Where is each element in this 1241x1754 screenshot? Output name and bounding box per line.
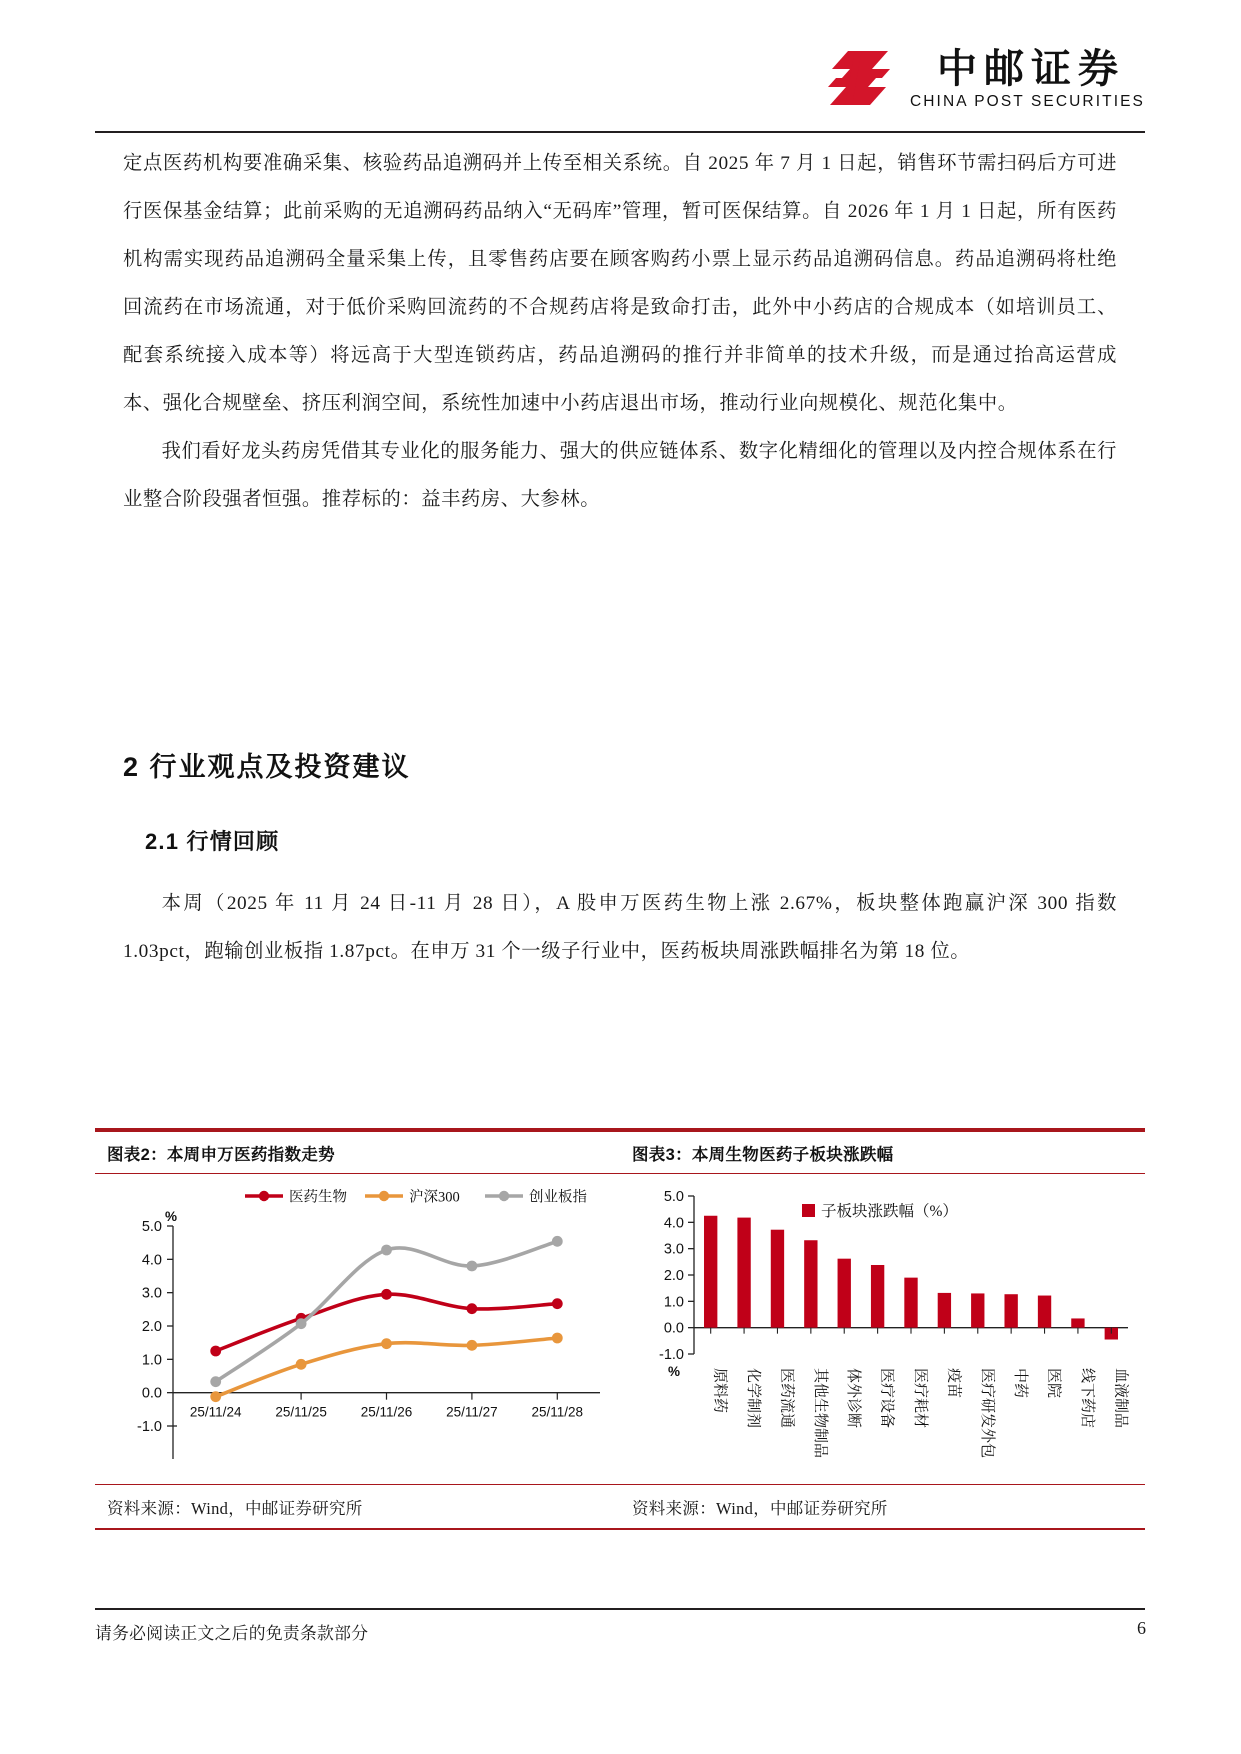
exhibit-source-row bbox=[95, 1485, 1145, 1528]
sw-pharma-index-line-chart bbox=[95, 1174, 620, 1484]
x-category-label-11: 线下药店 bbox=[1078, 1367, 1095, 1428]
bar-5 bbox=[871, 1265, 884, 1328]
bar-chart-container bbox=[620, 1174, 1145, 1484]
x-category-label-8: 医疗研发外包 bbox=[978, 1367, 995, 1458]
legend-marker-1 bbox=[379, 1191, 389, 1201]
exhibit-2-title: 图表2：本周申万医药指数走势 bbox=[107, 1145, 335, 1164]
series-0-point-2 bbox=[381, 1289, 392, 1300]
series-2-point-2 bbox=[381, 1244, 392, 1255]
brand-logo bbox=[828, 48, 1145, 111]
y-tick-label-6: 5.0 bbox=[141, 1218, 162, 1235]
x-category-label-1: 化学制剂 bbox=[745, 1367, 762, 1428]
legend-marker-2 bbox=[499, 1191, 509, 1201]
bar-11 bbox=[1071, 1318, 1084, 1327]
y-tick-label-0: -1.0 bbox=[659, 1346, 684, 1363]
bar-2 bbox=[771, 1230, 784, 1328]
exhibit-2-source: 资料来源：Wind，中邮证券研究所 bbox=[107, 1499, 363, 1519]
series-1-point-1 bbox=[296, 1359, 307, 1370]
x-tick-label-2: 25/11/26 bbox=[360, 1404, 413, 1420]
market-review-wrap bbox=[95, 880, 1145, 976]
series-2-point-4 bbox=[552, 1236, 563, 1247]
bar-4 bbox=[838, 1259, 851, 1328]
exhibit-3-source: 资料来源：Wind，中邮证券研究所 bbox=[632, 1499, 888, 1519]
exhibit-end-rule bbox=[95, 1528, 1145, 1529]
series-1-point-4 bbox=[552, 1332, 563, 1343]
bar-6 bbox=[904, 1278, 917, 1328]
y-tick-label-2: 1.0 bbox=[663, 1294, 684, 1311]
footer-divider bbox=[95, 1608, 1145, 1610]
legend-label-2: 创业板指 bbox=[529, 1189, 587, 1206]
line-chart-legend bbox=[245, 1187, 587, 1205]
x-category-label-6: 医疗耗材 bbox=[912, 1367, 928, 1428]
bar-3 bbox=[804, 1240, 817, 1327]
section-heading-wrap bbox=[95, 745, 1145, 784]
exhibit-3-title: 图表3：本周生物医药子板块涨跌幅 bbox=[632, 1145, 894, 1164]
exhibit-block bbox=[95, 1128, 1145, 1530]
paragraph-3: 本周（2025 年 11 月 24 日-11 月 28 日），A 股申万医药生物上涨 2.67%，板块整体跑赢沪深 300 指数 1.03pct，跑输创业板指 1.87pct。在申万 31 个一级子行业中，医药板块周涨跌幅排名为第 18 位。 bbox=[123, 893, 1117, 962]
section-heading-2: 2 行业观点及投资建议 bbox=[123, 752, 411, 782]
legend-swatch bbox=[802, 1204, 815, 1217]
series-2-point-0 bbox=[210, 1376, 221, 1387]
brand-name-en: CHINA POST SECURITIES bbox=[909, 93, 1145, 110]
footer-disclaimer: 请务必阅读正文之后的免责条款部分 bbox=[95, 1624, 369, 1643]
x-category-label-2: 医药流通 bbox=[778, 1367, 795, 1428]
x-category-label-9: 中药 bbox=[1012, 1367, 1029, 1398]
paragraph-2: 我们看好龙头药房凭借其专业化的服务能力、强大的供应链体系、数字化精细化的管理以及内控合规体系在行业整合阶段强者恒强。推荐标的：益丰药房、大参林。 bbox=[123, 441, 1117, 510]
y-tick-label-3: 2.0 bbox=[141, 1318, 162, 1335]
page-header bbox=[95, 40, 1145, 130]
header-divider bbox=[95, 131, 1145, 133]
line-chart-container bbox=[95, 1174, 620, 1484]
x-tick-label-4: 25/11/28 bbox=[531, 1404, 584, 1420]
x-tick-label-0: 25/11/24 bbox=[189, 1404, 242, 1420]
bar-7 bbox=[938, 1293, 951, 1328]
exhibit-charts-row bbox=[95, 1174, 1145, 1484]
y-unit-label: % bbox=[165, 1208, 178, 1224]
bar-10 bbox=[1038, 1295, 1051, 1327]
y-tick-label-5: 4.0 bbox=[663, 1215, 684, 1232]
series-0-point-0 bbox=[210, 1345, 221, 1356]
series-2-point-3 bbox=[467, 1260, 478, 1271]
bar-0 bbox=[704, 1216, 717, 1328]
page-number: 6 bbox=[1137, 1618, 1146, 1638]
x-category-label-12: 血液制品 bbox=[1112, 1367, 1129, 1428]
bar-chart-legend bbox=[802, 1202, 958, 1220]
series-2-point-1 bbox=[296, 1318, 307, 1329]
china-post-logo-icon bbox=[828, 49, 896, 111]
x-tick-label-3: 25/11/27 bbox=[446, 1404, 498, 1420]
y-tick-label-1: 0.0 bbox=[141, 1385, 162, 1402]
exhibit-title-row bbox=[95, 1132, 1145, 1173]
bar-1 bbox=[737, 1217, 750, 1327]
x-category-label-7: 疫苗 bbox=[945, 1367, 962, 1398]
x-category-label-3: 其他生物制品 bbox=[811, 1367, 828, 1458]
paragraph-1: 定点医药机构要准确采集、核验药品追溯码并上传至相关系统。自 2025 年 7 月 1 日起，销售环节需扫码后方可进行医保基金结算；此前采购的无追溯码药品纳入“无码库”管理，暂可医保结算。自 2026 年 1 月 1 日起，所有医药机构需实现药品追溯码全量采集上传，且零售药店要在顾客购药小票上显示药品追溯码信息。药品追溯码将杜绝回流药在市场流通，对于低价采购回流药的不合规药店将是致命打击，此外中小药店的合规成本（如培训员工、配套系统接入成本等）将远高于大型连锁药店，药品追溯码的推行并非简单的技术升级，而是通过抬高运营成本、强化合规壁垒、挤压利润空间，系统性加速中小药店退出市场，推动行业向规模化、规范化集中。 bbox=[123, 153, 1117, 414]
y-tick-label-0: -1.0 bbox=[137, 1418, 162, 1435]
series-0-point-3 bbox=[467, 1303, 478, 1314]
bar-9 bbox=[1004, 1294, 1017, 1327]
legend-label-0: 子板块涨跌幅（%） bbox=[821, 1202, 958, 1220]
legend-marker-0 bbox=[259, 1191, 269, 1201]
series-0-point-4 bbox=[552, 1298, 563, 1309]
subsection-heading-wrap bbox=[95, 825, 1145, 856]
legend-label-0: 医药生物 bbox=[289, 1189, 347, 1206]
y-tick-label-4: 3.0 bbox=[141, 1285, 162, 1302]
series-1-point-3 bbox=[467, 1340, 478, 1351]
x-category-label-0: 原料药 bbox=[711, 1367, 728, 1413]
section-heading-2-1: 2.1 行情回顾 bbox=[145, 829, 280, 854]
legend-label-1: 沪深300 bbox=[409, 1189, 460, 1206]
series-1-point-0 bbox=[210, 1391, 221, 1402]
series-line-2 bbox=[216, 1241, 558, 1381]
y-tick-label-6: 5.0 bbox=[663, 1188, 684, 1205]
series-1-point-2 bbox=[381, 1338, 392, 1349]
x-category-label-10: 医院 bbox=[1045, 1367, 1062, 1398]
brand-name-cn: 中邮证券 bbox=[936, 47, 1125, 91]
y-tick-label-3: 2.0 bbox=[663, 1267, 684, 1284]
y-tick-label-1: 0.0 bbox=[663, 1320, 684, 1337]
y-tick-label-4: 3.0 bbox=[663, 1241, 684, 1258]
bar-8 bbox=[971, 1293, 984, 1327]
x-category-label-5: 医疗设备 bbox=[878, 1367, 895, 1428]
subsector-change-bar-chart bbox=[620, 1174, 1145, 1484]
y-tick-label-2: 1.0 bbox=[141, 1352, 162, 1369]
x-category-label-4: 体外诊断 bbox=[845, 1367, 862, 1428]
document-body bbox=[95, 140, 1145, 524]
y-tick-label-5: 4.0 bbox=[141, 1252, 162, 1269]
y-unit-label: % bbox=[668, 1363, 681, 1379]
x-tick-label-1: 25/11/25 bbox=[275, 1404, 327, 1420]
